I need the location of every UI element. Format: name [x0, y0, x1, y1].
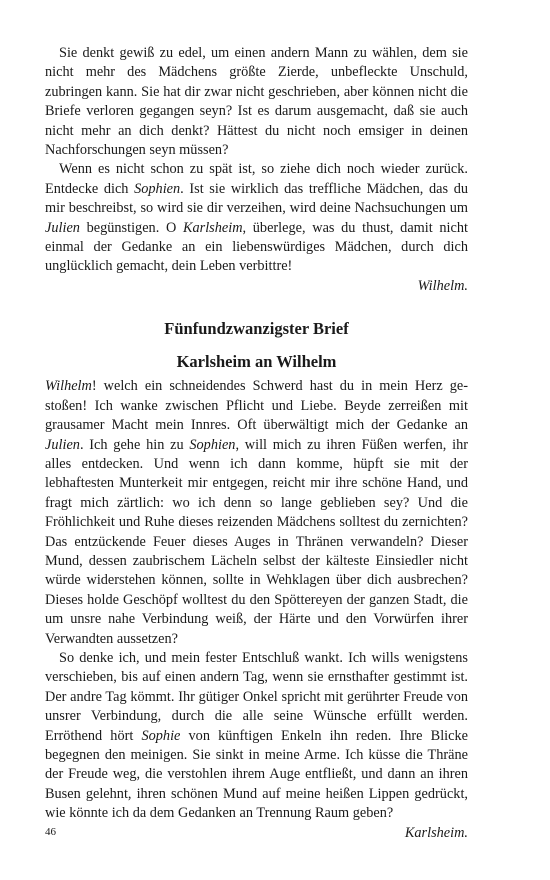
- signature-wilhelm: Wilhelm.: [417, 277, 468, 294]
- text-run: Wenn es nicht schon zu spät ist, so ziehe dich noch wieder zurück. Entdecke dich: [45, 161, 468, 197]
- paragraph: [45, 44, 468, 160]
- previous-letter-ending: [45, 44, 468, 296]
- italic-name: Karlsheim: [182, 219, 243, 236]
- book-page: [45, 44, 468, 843]
- text-run: ! welch ein schneidendes Schwerd hast du in mein Herz gestoßen! Ich wanke zwischen Pflicht und Liebe. Beyde zerreißen mit grausamer Macht mein Innres. Oft überwältigt mich der Gedanke an: [45, 378, 468, 434]
- italic-name: Wilhelm: [45, 378, 92, 395]
- text-run: , will mich zu ihren Füßen werfen, ihr alles entdecken. Und wenn ich dann komme, hüpft sie mit der lebhaftesten Munterkeit mir entgegen, reicht mir ihre schöne Hand, und fragt mich zärtlich: wo ich denn so lange geblieben sey? Und die Fröhlichkeit und Ruhe dieses reizenden Mädchens solltest du zernichten? Das entzückende Feuer dieses Auges in Thränen verwandeln? Dieser Mund, dessen zaubrischem Lächeln selbst der kälteste Einsiedler nicht würde widerstehen können, sollte in Wehklagen über dich ausbrechen? Dieses holde Geschöpf wolltest du den Spöttereyen der ganzen Stadt, die um unsre nahe Verbindung weiß, der Härte und den Vorwürfen ihrer Verwandten aussetzen?: [45, 436, 468, 647]
- text-run: begünstigen. O: [79, 219, 183, 236]
- text-run: So denke ich, und mein fester Entschluß wankt. Ich wills wenigstens verschieben, bis auf einen andern Tag, wenn sie ernsthafter gestimmt ist. Der andre Tag kömmt. Ihr gütiger Onkel spricht mit gerührter Freude von unsrer Verbindung, durch die alle seine Wünsche erfüllt werden. Erröthend hört: [45, 649, 468, 744]
- italic-name: Julien: [45, 219, 80, 236]
- text-run: , überlege, was du thust, damit nicht einmal der Gedanke an ein liebenswürdiges Mädchen, durch dich unglücklich gemacht, dein Leben verbittre!: [45, 219, 468, 275]
- text-run: . Ist sie wirklich das treffliche Mädchen, das du mir beschreibst, so wird sie dir verzeihen, wird deine Nachsuchungen um: [45, 180, 468, 217]
- letter-body: [45, 377, 468, 843]
- paragraph: [45, 160, 468, 276]
- text-run: Sie denkt gewiß zu edel, um einen andern Mann zu wählen, dem sie nicht mehr des Mädchens größte Zierde, unbefleckte Unschuld, zubringen kann. Sie hat dir zwar nicht geschrieben, aber können nicht die Briefe verloren gegangen seyn? Ist es darum ausgemacht, daß sie auch nicht mehr an dich denkt? Hättest du nicht noch emsiger in deinen Nachforschungen seyn müssen?: [45, 45, 468, 159]
- paragraph: [45, 649, 468, 824]
- italic-name: Sophien: [134, 180, 181, 197]
- italic-name: Sophien: [189, 436, 236, 453]
- text-run: . Ich gehe hin zu: [79, 436, 190, 453]
- letter-number-title: Fünfundzwanzigster Brief: [164, 319, 349, 339]
- signature-karlsheim: Karlsheim.: [404, 824, 468, 841]
- italic-name: Sophie: [141, 727, 181, 744]
- text-run: von künftigen Enkeln ihn reden. Ihre Blicke begegnen den meinigen. Sie sinkt in meine Arme. Ich küsse die Thräne der Freude weg, die verstohlen ihrem Auge entfließt, und dann an ihren Busen gelehnt, ihren schönen Mund auf meine heißen Lippen gedrückt, wie könnte ich da dem Gedanken an Trennung Raum geben?: [45, 727, 468, 822]
- italic-name: Julien: [45, 436, 80, 453]
- page-number: 46: [45, 826, 56, 838]
- letter-heading: Karlsheim an Wilhelm: [176, 352, 337, 372]
- paragraph: [45, 377, 468, 649]
